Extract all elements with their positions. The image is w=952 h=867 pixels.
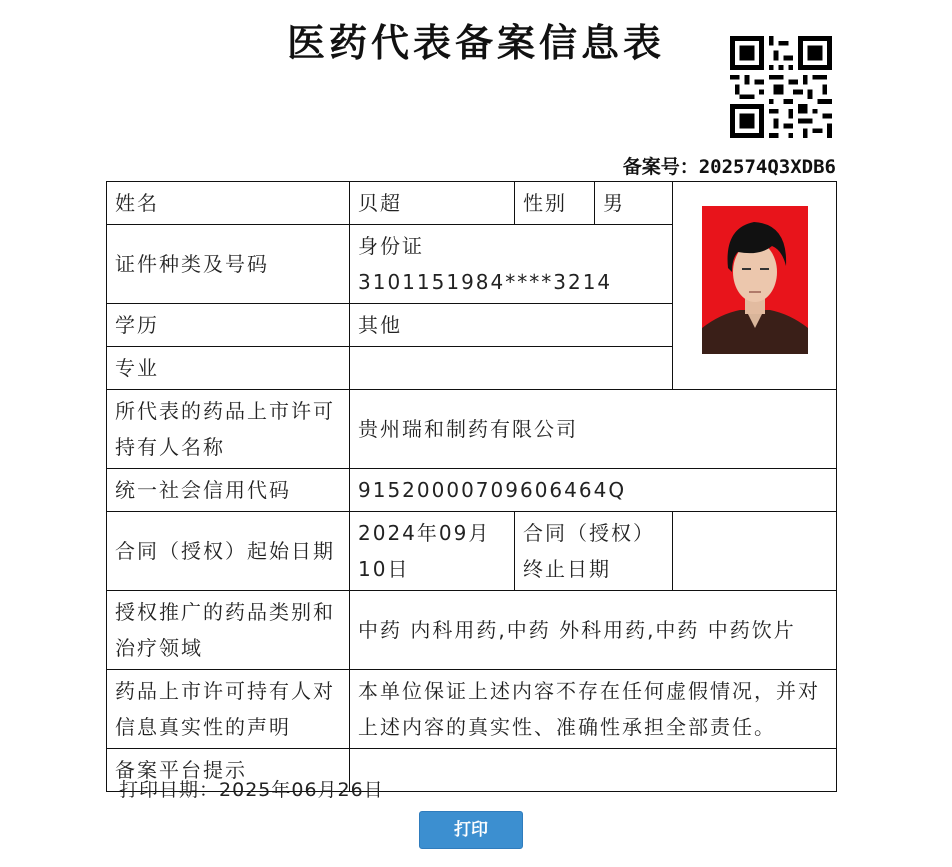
scope-label: 授权推广的药品类别和治疗领域 [107, 591, 350, 670]
row-declaration [107, 670, 837, 749]
info-table [106, 181, 837, 792]
name-value: 贝超 [350, 182, 515, 225]
credit-code-value: 91520000709606464Q [350, 469, 837, 512]
photo-cell [673, 182, 837, 390]
qr-code-icon [730, 36, 832, 138]
print-date-label: 打印日期： [119, 779, 220, 801]
row-credit-code [107, 469, 837, 512]
credit-code-label: 统一社会信用代码 [107, 469, 350, 512]
gender-label: 性别 [515, 182, 595, 225]
row-scope [107, 591, 837, 670]
row-name [107, 182, 837, 225]
id-value: 身份证 3101151984****3214 [350, 225, 673, 304]
print-date-value: 2025年06月26日 [219, 779, 384, 801]
scope-value: 中药 内科用药,中药 外科用药,中药 中药饮片 [350, 591, 837, 670]
print-date [119, 775, 384, 802]
major-value [350, 347, 673, 390]
id-label: 证件种类及号码 [107, 225, 350, 304]
row-holder [107, 390, 837, 469]
education-label: 学历 [107, 304, 350, 347]
platform-tip-value [350, 749, 837, 792]
contract-start-value: 2024年09月10日 [350, 512, 515, 591]
holder-label: 所代表的药品上市许可持有人名称 [107, 390, 350, 469]
contract-end-value [673, 512, 837, 591]
gender-value: 男 [595, 182, 673, 225]
contract-end-label: 合同（授权）终止日期 [515, 512, 673, 591]
portrait-photo [702, 206, 808, 354]
page-title: 医药代表备案信息表 [286, 21, 665, 65]
declaration-label: 药品上市许可持有人对信息真实性的声明 [107, 670, 350, 749]
education-value: 其他 [350, 304, 673, 347]
filing-number-label: 备案号： [622, 156, 699, 178]
major-label: 专业 [107, 347, 350, 390]
declaration-value: 本单位保证上述内容不存在任何虚假情况，并对上述内容的真实性、准确性承担全部责任。 [350, 670, 837, 749]
filing-number [623, 152, 836, 179]
filing-number-value: 202574Q3XDB6 [698, 156, 836, 178]
row-contract [107, 512, 837, 591]
contract-start-label: 合同（授权）起始日期 [107, 512, 350, 591]
print-button[interactable]: 打印 [419, 811, 523, 849]
holder-value: 贵州瑞和制药有限公司 [350, 390, 837, 469]
platform-tip-label: 备案平台提示 [107, 749, 350, 792]
name-label: 姓名 [107, 182, 350, 225]
